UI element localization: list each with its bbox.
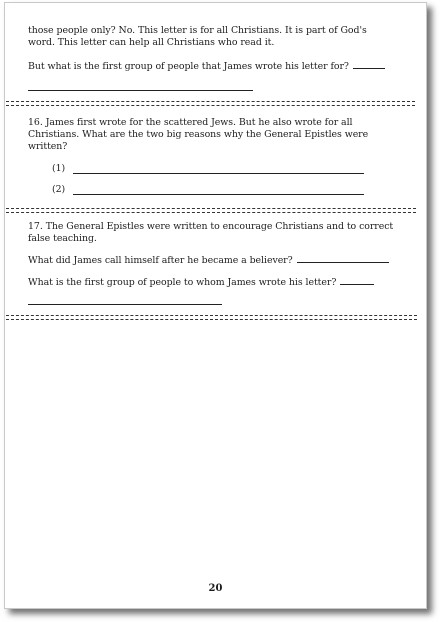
paragraph-line: 16. James first wrote for the scattered Jews. But he also wrote for all — [28, 117, 353, 128]
paragraph-line: written? — [28, 141, 68, 152]
answer-line[interactable] — [73, 173, 364, 174]
section-divider — [6, 208, 416, 213]
answer-blank[interactable] — [297, 261, 389, 263]
answer-line[interactable] — [28, 304, 222, 305]
paragraph-line: word. This letter can help all Christians who read it. — [28, 37, 275, 48]
answer-blank[interactable] — [340, 283, 374, 285]
question-text — [28, 277, 374, 290]
question-text — [28, 61, 385, 74]
question-label: What is the first group of people to whom James wrote his letter? — [28, 277, 337, 288]
question-label: What did James call himself after he became a believer? — [28, 255, 293, 266]
paragraph-line: false teaching. — [28, 233, 97, 244]
section-divider — [6, 315, 417, 320]
section-divider — [6, 101, 415, 106]
worksheet-page — [4, 2, 427, 609]
answer-line[interactable] — [73, 194, 364, 195]
question-text — [28, 255, 389, 268]
item-label: (1) — [52, 163, 66, 174]
paragraph-line: 17. The General Epistles were written to encourage Christians and to correct — [28, 221, 394, 232]
paragraph-line: Christians. What are the two big reasons why the General Epistles were — [28, 129, 369, 140]
page-number: 20 — [208, 583, 223, 594]
question-label: But what is the first group of people that James wrote his letter for? — [28, 61, 349, 72]
answer-blank[interactable] — [353, 67, 385, 69]
paragraph-line: those people only? No. This letter is for all Christians. It is part of God's — [28, 25, 367, 36]
item-label: (2) — [52, 184, 66, 195]
answer-line[interactable] — [28, 90, 253, 91]
